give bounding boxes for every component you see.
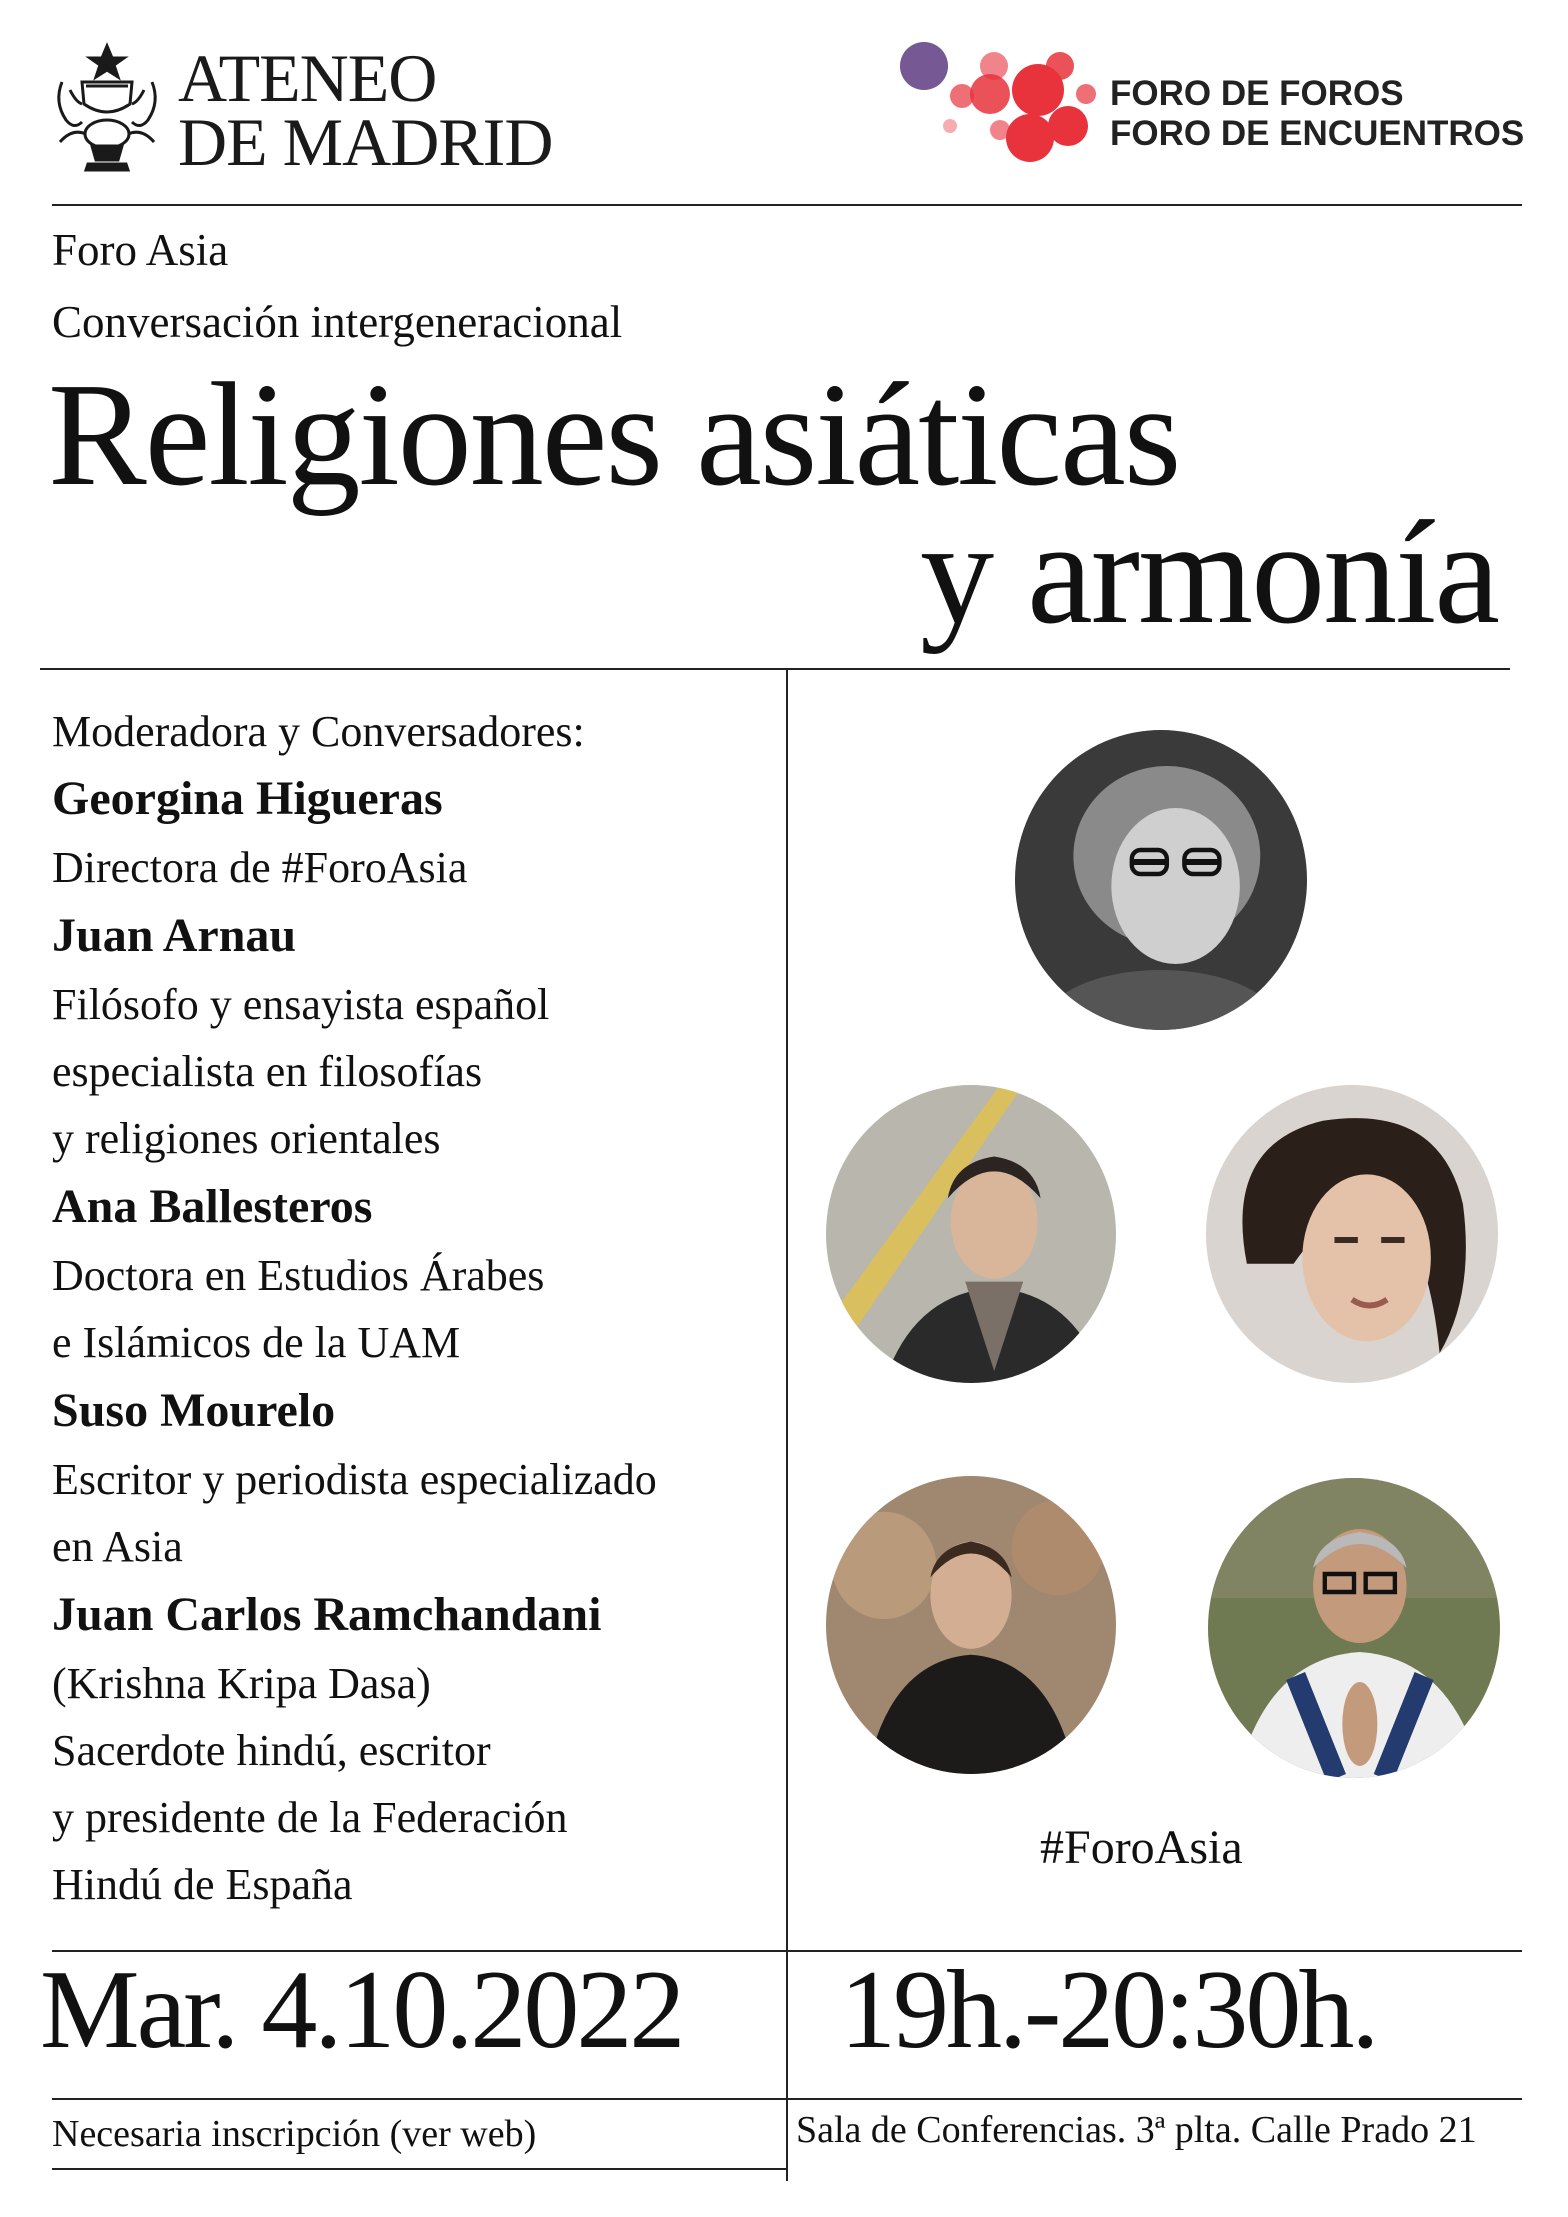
- speakers-label: Moderadora y Conversadores:: [52, 707, 585, 756]
- speaker-name: Juan Arnau: [52, 909, 297, 962]
- speaker-photo-juan-carlos-ramchandani: [1208, 1478, 1500, 1778]
- title-divider: [40, 668, 1510, 670]
- speaker-role: en Asia: [52, 1522, 183, 1571]
- speaker-role: Doctora en Estudios Árabes: [52, 1251, 545, 1300]
- speaker-photo-juan-arnau: [826, 1085, 1116, 1383]
- venue-address: Sala de Conferencias. 3ª plta. Calle Prado 21: [796, 2109, 1477, 2151]
- column-divider: [786, 668, 788, 2181]
- red-bubbles-logo-icon: [890, 38, 1100, 178]
- speaker-photo-suso-mourelo: [826, 1476, 1116, 1774]
- speaker-role: Hindú de España: [52, 1860, 353, 1909]
- speaker-photo-georgina: [1015, 730, 1307, 1030]
- speaker-role: Filósofo y ensayista español: [52, 980, 550, 1029]
- foros-line-2: FORO DE ENCUENTROS: [1110, 114, 1525, 153]
- speaker-role: y presidente de la Federación: [52, 1793, 568, 1842]
- speaker-role: especialista en filosofías: [52, 1047, 483, 1096]
- speaker-role: Sacerdote hindú, escritor: [52, 1726, 491, 1775]
- speaker-role: Directora de #ForoAsia: [52, 843, 468, 892]
- speaker-name: Juan Carlos Ramchandani: [52, 1588, 602, 1641]
- ateneo-crest-icon: [52, 42, 162, 174]
- event-title-line-2: y armonía: [920, 491, 1498, 655]
- event-title-line-1: Religiones asiáticas: [48, 353, 1180, 517]
- ateneo-line-1: ATENEO: [178, 40, 437, 116]
- speaker-role: Escritor y periodista especializado: [52, 1455, 657, 1504]
- speaker-name: Ana Ballesteros: [52, 1180, 373, 1233]
- schedule-bottom-divider: [52, 2098, 1522, 2100]
- footer-divider: [52, 2168, 787, 2170]
- speaker-role: y religiones orientales: [52, 1114, 441, 1163]
- speaker-name: Suso Mourelo: [52, 1384, 336, 1437]
- foros-line-1: FORO DE FOROS: [1110, 74, 1404, 113]
- speaker-role: e Islámicos de la UAM: [52, 1318, 461, 1367]
- event-series: Foro Asia: [52, 225, 229, 275]
- speaker-photo-ana-ballesteros: [1206, 1085, 1498, 1383]
- speaker-role: (Krishna Kripa Dasa): [52, 1659, 431, 1708]
- speaker-name: Georgina Higueras: [52, 772, 443, 825]
- foros-wordmark: [1110, 74, 1524, 154]
- event-date: Mar. 4.10.2022: [40, 1948, 683, 2072]
- ateneo-wordmark: [178, 40, 553, 180]
- event-time: 19h.-20:30h.: [840, 1948, 1377, 2072]
- hashtag: #ForoAsia: [1040, 1821, 1243, 1874]
- speakers-list: [52, 700, 782, 1918]
- header-divider: [52, 204, 1522, 206]
- ateneo-line-2: DE MADRID: [178, 104, 553, 180]
- registration-note: Necesaria inscripción (ver web): [52, 2113, 537, 2155]
- event-format: Conversación intergeneracional: [52, 297, 623, 347]
